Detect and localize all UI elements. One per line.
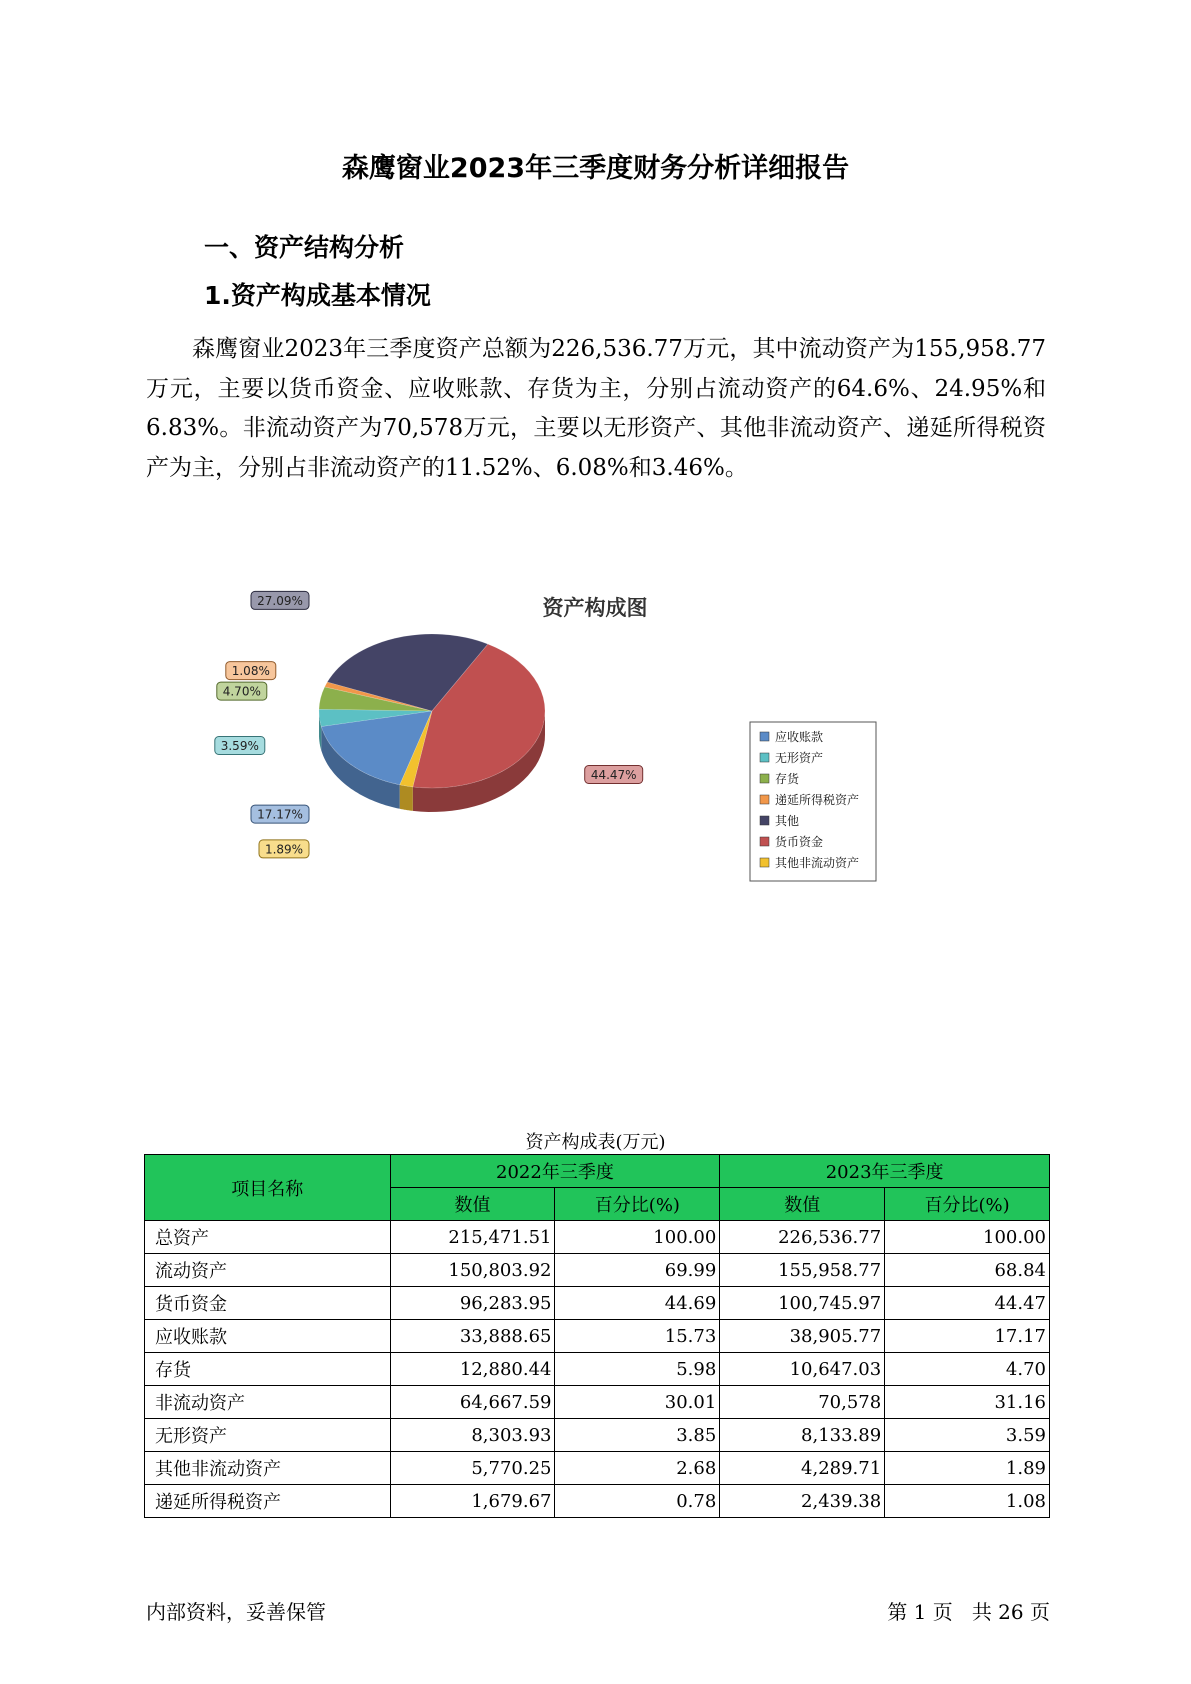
table-row	[145, 1221, 1050, 1254]
document-title: 森鹰窗业2023年三季度财务分析详细报告	[341, 153, 850, 184]
pie-data-label	[251, 591, 309, 609]
legend-swatch	[760, 753, 769, 762]
cell-value: 33,888.65	[390, 1320, 555, 1353]
table-row	[145, 1353, 1050, 1386]
pie-data-label	[585, 766, 643, 784]
cell-value: 96,283.95	[390, 1287, 555, 1320]
chart-title: 资产构成图	[542, 596, 648, 620]
legend-entry: 货币资金	[775, 835, 824, 849]
table-row	[145, 1386, 1050, 1419]
legend-entry: 应收账款	[775, 730, 824, 744]
cell-value: 226,536.77	[720, 1221, 885, 1254]
cell-value: 215,471.51	[390, 1221, 555, 1254]
table-caption: 资产构成表(万元)	[525, 1132, 666, 1153]
cell-value: 64,667.59	[390, 1386, 555, 1419]
row-name: 流动资产	[145, 1254, 391, 1287]
header-pct-2022: 百分比(%)	[555, 1188, 720, 1221]
header-pct-2023: 百分比(%)	[885, 1188, 1050, 1221]
cell-value: 5,770.25	[390, 1452, 555, 1485]
legend-entry: 存货	[775, 772, 800, 786]
row-name: 其他非流动资产	[145, 1452, 391, 1485]
legend-swatch	[760, 795, 769, 804]
cell-pct: 15.73	[555, 1320, 720, 1353]
cell-pct: 100.00	[885, 1221, 1050, 1254]
body-paragraph: 森鹰窗业2023年三季度资产总额为226,536.77万元，其中流动资产为155,958.77万元，主要以货币资金、应收账款、存货为主，分别占流动资产的64.6%、24.95%和6.83%。非流动资产为70,578万元，主要以无形资产、其他非流动资产、递延所得税资产为主，分别占非流动资产的11.52%、6.08%和3.46%。	[146, 336, 1046, 481]
legend-swatch	[760, 732, 769, 741]
cell-value: 70,578	[720, 1386, 885, 1419]
cell-value: 8,303.93	[390, 1419, 555, 1452]
table-row	[145, 1320, 1050, 1353]
legend-entry: 无形资产	[775, 751, 824, 765]
cell-value: 155,958.77	[720, 1254, 885, 1287]
table-row	[145, 1419, 1050, 1452]
cell-value: 100,745.97	[720, 1287, 885, 1320]
cell-pct: 1.08	[885, 1485, 1050, 1518]
svg-text:1.89%: 1.89%	[264, 842, 304, 857]
cell-pct: 100.00	[555, 1221, 720, 1254]
svg-text:17.17%: 17.17%	[257, 807, 303, 822]
svg-text:4.70%: 4.70%	[222, 684, 261, 699]
pie-data-label	[215, 737, 265, 755]
subsection-heading: 1.资产构成基本情况	[204, 281, 431, 310]
pie-data-label	[259, 840, 309, 858]
row-name: 应收账款	[145, 1320, 391, 1353]
table-row	[145, 1254, 1050, 1287]
legend-swatch	[760, 774, 769, 783]
header-item-name: 项目名称	[145, 1155, 391, 1221]
pie-data-label	[251, 805, 309, 823]
header-value-2023: 数值	[720, 1188, 885, 1221]
cell-value: 38,905.77	[720, 1320, 885, 1353]
cell-pct: 0.78	[555, 1485, 720, 1518]
table-row	[145, 1287, 1050, 1320]
table-row	[145, 1485, 1050, 1518]
cell-pct: 3.85	[555, 1419, 720, 1452]
cell-pct: 44.69	[555, 1287, 720, 1320]
legend-swatch	[760, 816, 769, 825]
legend-swatch	[760, 837, 769, 846]
cell-pct: 17.17	[885, 1320, 1050, 1353]
svg-text:27.09%: 27.09%	[257, 593, 303, 608]
asset-table	[144, 1154, 1050, 1518]
footer-confidential: 内部资料，妥善保管	[146, 1600, 326, 1624]
cell-pct: 3.59	[885, 1419, 1050, 1452]
svg-text:1.08%: 1.08%	[231, 664, 270, 679]
svg-text:44.47%: 44.47%	[590, 768, 637, 782]
row-name: 存货	[145, 1353, 391, 1386]
cell-value: 1,679.67	[390, 1485, 555, 1518]
cell-pct: 5.98	[555, 1353, 720, 1386]
row-name: 无形资产	[145, 1419, 391, 1452]
row-name: 非流动资产	[145, 1386, 391, 1419]
cell-value: 4,289.71	[720, 1452, 885, 1485]
cell-value: 2,439.38	[720, 1485, 885, 1518]
legend-entry: 递延所得税资产	[775, 793, 860, 807]
cell-pct: 69.99	[555, 1254, 720, 1287]
cell-pct: 1.89	[885, 1452, 1050, 1485]
pie-side-其他非流动资产	[400, 785, 413, 811]
legend-entry: 其他非流动资产	[775, 856, 860, 870]
footer-page-number: 第 1 页 共 26 页	[887, 1600, 1050, 1624]
cell-value: 10,647.03	[720, 1353, 885, 1386]
row-name: 货币资金	[145, 1287, 391, 1320]
cell-pct: 4.70	[885, 1353, 1050, 1386]
pie-data-label	[226, 662, 276, 680]
row-name: 递延所得税资产	[145, 1485, 391, 1518]
table-row	[145, 1452, 1050, 1485]
legend-entry: 其他	[775, 814, 800, 828]
cell-value: 150,803.92	[390, 1254, 555, 1287]
header-value-2022: 数值	[390, 1188, 555, 1221]
cell-pct: 44.47	[885, 1287, 1050, 1320]
legend-swatch	[760, 858, 769, 867]
svg-text:3.59%: 3.59%	[220, 739, 259, 753]
chart-legend	[750, 722, 876, 881]
section-heading: 一、资产结构分析	[204, 233, 405, 262]
cell-pct: 31.16	[885, 1386, 1050, 1419]
cell-pct: 68.84	[885, 1254, 1050, 1287]
cell-value: 12,880.44	[390, 1353, 555, 1386]
cell-pct: 30.01	[555, 1386, 720, 1419]
cell-pct: 2.68	[555, 1452, 720, 1485]
header-period-2023: 2023年三季度	[720, 1155, 1050, 1188]
cell-value: 8,133.89	[720, 1419, 885, 1452]
row-name: 总资产	[145, 1221, 391, 1254]
pie-data-label	[217, 682, 267, 700]
header-period-2022: 2022年三季度	[390, 1155, 720, 1188]
asset-pie-chart	[0, 590, 1191, 960]
pie-top	[319, 634, 545, 788]
